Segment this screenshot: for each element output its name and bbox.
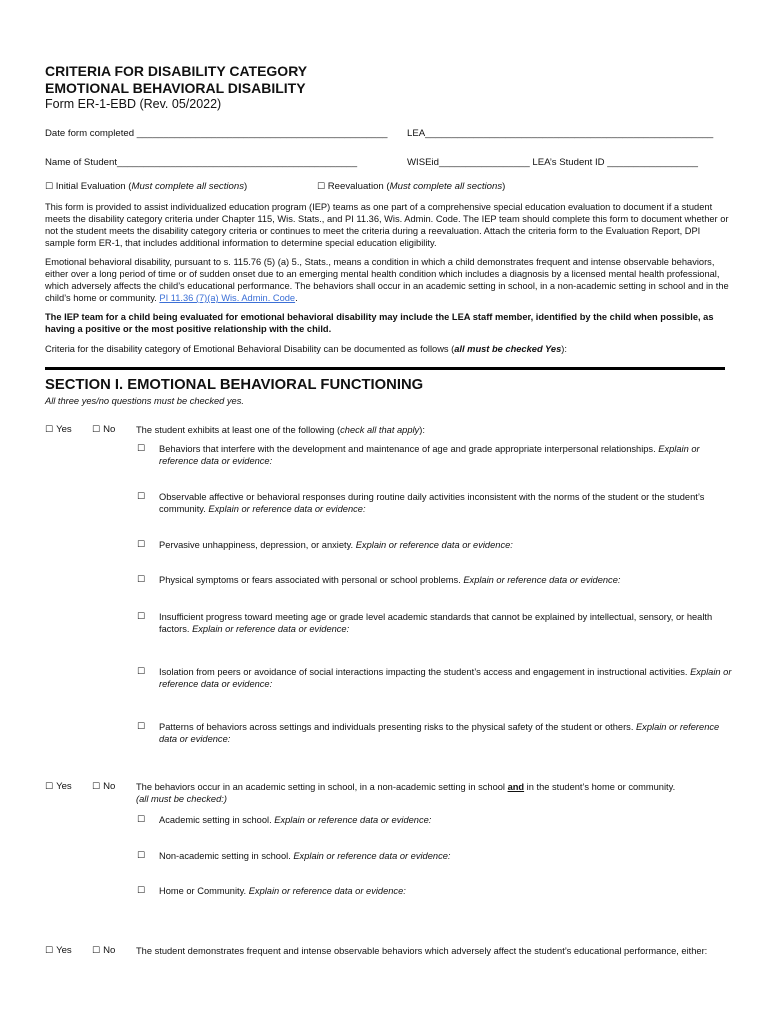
reevaluation-label: Reevaluation ( [327,181,390,192]
reevaluation-note: Must complete all sections [389,181,503,192]
criteria-instruction [45,343,730,355]
date-completed-field[interactable] [45,128,388,140]
q1-criterion-1-text [159,443,737,467]
q1-criterion-2-main: Observable affective or behavioral responses during routine daily activities inconsistent with the norms of the student or the student’s community. [159,492,705,514]
q2-yes-checkbox[interactable]: ☐ [45,782,54,792]
q1-criterion-4-main: Physical symptoms or fears associated with personal or school problems. [159,575,464,585]
q1-criterion-3 [137,539,737,551]
q1-criterion-6-main: Isolation from peers or avoidance of social interactions impacting the student’s access and engagement in instructional activities. [159,667,691,677]
q1-criterion-3-explain: Explain or reference data or evidence: [355,540,513,550]
iep-team-note: The IEP team for a child being evaluated for emotional behavioral disability may include the LEA staff member, identified by the child when possible, as having a positive or the most positive relationship with the child. [45,312,714,334]
lea-field[interactable] [407,128,713,140]
student-name-line: _____________________________________________ [117,157,358,168]
q1-criterion-1-explain: Explain or reference data or evidence: [159,444,700,466]
lea-student-id-label: LEA’s Student ID [532,157,605,168]
q2-criterion-1-explain: Explain or reference data or evidence: [274,815,432,825]
q2-criterion-1-checkbox[interactable]: ☐ [137,815,146,825]
q1-criterion-3-main: Pervasive unhappiness, depression, or anxiety. [159,540,356,550]
q1-criterion-2-checkbox[interactable]: ☐ [137,492,146,502]
q1-yes-option[interactable] [45,424,72,436]
lea-student-id-line: _________________ [607,157,698,168]
q1-criterion-3-checkbox[interactable]: ☐ [137,540,146,550]
intro-paragraph-2-text: Emotional behavioral disability, pursuant to s. 115.76 (5) (a) 5., Stats., means a condition in which a child demonstrates frequent and intense observable behaviors, either over a long period of time or of sudden onset due to an emerging mental health condition which includes a diagnosis by a licensed mental health professional, which adversely affects the child’s educational performance. The behaviors shall occur in an academic setting in school, in a non-academic setting in school and in the child’s home or community. [45,257,729,303]
section-divider [45,367,725,370]
initial-evaluation-note: Must complete all sections [131,181,244,192]
initial-evaluation-close: ) [244,181,248,192]
q3-no-label: No [103,945,116,956]
q2-criterion-2 [137,850,737,862]
student-name-label: Name of Student [45,157,117,168]
q3-no-checkbox[interactable]: ☐ [92,946,101,956]
q1-criterion-4-explain: Explain or reference data or evidence: [463,575,621,585]
q1-criterion-7-main: Patterns of behaviors across settings and individuals presenting risks to the physical safety of the student or others. [159,722,636,732]
q2-yes-option[interactable] [45,781,72,793]
q2-yes-label: Yes [56,781,72,792]
q2-text-end: in the student’s home or community. [524,782,676,792]
q2-criterion-1 [137,814,737,826]
intro-paragraph-2-end: . [295,293,298,303]
q1-criterion-7-text [159,721,737,745]
lea-label: LEA [407,128,426,139]
intro-paragraph-2 [45,256,730,304]
q2-criterion-3-main: Home or Community. [159,886,249,896]
q2-criterion-1-main: Academic setting in school. [159,815,275,825]
criteria-instruction-end: ): [561,344,567,354]
student-name-field[interactable] [45,157,357,169]
q2-criterion-3-checkbox[interactable]: ☐ [137,886,146,896]
q1-criterion-1-main: Behaviors that interfere with the development and maintenance of age and grade appropriate interpersonal relationships. [159,444,659,454]
criteria-instruction-emphasis: all must be checked Yes [454,344,562,354]
q2-criterion-2-main: Non-academic setting in school. [159,851,294,861]
question-3-row [45,945,735,975]
q2-text-and: and [507,782,525,792]
reevaluation-option[interactable] [317,181,505,193]
q1-text-main: The student exhibits at least one of the following ( [136,425,341,435]
date-completed-label: Date form completed [45,128,135,139]
q1-criterion-7-explain: Explain or reference data or evidence: [159,722,720,744]
reevaluation-checkbox[interactable]: ☐ [317,182,326,192]
q1-criterion-1-checkbox[interactable]: ☐ [137,444,146,454]
q2-criterion-2-checkbox[interactable]: ☐ [137,851,146,861]
q2-text-main: The behaviors occur in an academic setting in school, in a non-academic setting in school [136,782,508,792]
q1-criterion-5-text [159,611,737,635]
section-1-subtitle: All three yes/no questions must be checked yes. [45,396,244,406]
q2-criterion-3-text [159,885,737,897]
q1-text-close: ): [419,425,425,435]
q3-yes-label: Yes [56,945,72,956]
form-id: Form ER-1-EBD (Rev. 05/2022) [45,97,222,111]
q1-criterion-5-main: Insufficient progress toward meeting age or grade level academic standards that cannot be explained by intellectual, sensory, or health factors. [159,612,713,634]
wiseid-line: _________________ [439,157,530,168]
q1-criterion-6-text [159,666,737,690]
q2-criterion-1-text [159,814,737,826]
lea-line: ______________________________________________________ [425,128,714,139]
q1-no-option[interactable] [92,424,115,436]
initial-evaluation-option[interactable] [45,181,247,193]
q3-yes-option[interactable] [45,945,72,957]
q1-criterion-2 [137,491,737,515]
q2-no-label: No [103,781,116,792]
q1-text [136,424,736,436]
q3-no-option[interactable] [92,945,115,957]
q2-no-option[interactable] [92,781,115,793]
wiseid-label: WISEid [407,157,439,168]
q3-yes-checkbox[interactable]: ☐ [45,946,54,956]
q2-text [136,781,736,805]
form-title-line1: CRITERIA FOR DISABILITY CATEGORY [45,63,308,79]
q1-yes-checkbox[interactable]: ☐ [45,425,54,435]
q2-criterion-2-text [159,850,737,862]
q1-criterion-6-checkbox[interactable]: ☐ [137,667,146,677]
q1-criterion-1 [137,443,737,467]
question-1-row [45,424,735,438]
q1-criterion-7-checkbox[interactable]: ☐ [137,722,146,732]
q1-criterion-6-explain: Explain or reference data or evidence: [159,667,732,689]
q1-criterion-4-text [159,574,737,586]
question-2-row [45,781,735,811]
q1-criterion-2-text [159,491,737,515]
q2-criterion-2-explain: Explain or reference data or evidence: [293,851,451,861]
initial-evaluation-label: Initial Evaluation ( [55,181,132,192]
q2-no-checkbox[interactable]: ☐ [92,782,101,792]
section-1-title: SECTION I. EMOTIONAL BEHAVIORAL FUNCTIONING [45,377,424,393]
intro-paragraph-1: This form is provided to assist individualized education program (IEP) teams as one part of a comprehensive special education evaluation to document if a student meets the disability category criteria under Chapter 115, Wis. Stats., and PI 11.36, Wis. Admin. Code. The IEP team should complete this form to document whether or not the student meets the disability category criteria or continues to meet the criteria during a reevaluation. Attach the criteria form to the Evaluation Report, DPI sample form ER-1, that includes additional information to determine special education eligibility. [45,202,729,248]
q1-yes-label: Yes [56,424,72,435]
q1-criterion-6 [137,666,737,690]
date-completed-line: _______________________________________________ [136,128,388,139]
q2-text-note: (all must be checked:) [136,794,227,804]
q1-no-label: No [103,424,116,435]
q1-criterion-4-checkbox[interactable]: ☐ [137,575,146,585]
q2-criterion-3 [137,885,737,897]
q1-text-note: check all that apply [340,425,420,435]
q1-criterion-3-text [159,539,737,551]
q1-criterion-5-checkbox[interactable]: ☐ [137,612,146,622]
pi-11-36-link[interactable]: PI 11.36 (7)(a) Wis. Admin. Code [159,293,296,303]
initial-evaluation-checkbox[interactable]: ☐ [45,182,54,192]
criteria-instruction-text: Criteria for the disability category of Emotional Behavioral Disability can be documented as follows ( [45,344,455,354]
q1-criterion-5-explain: Explain or reference data or evidence: [192,624,350,634]
q2-criterion-3-explain: Explain or reference data or evidence: [248,886,406,896]
q1-criterion-4 [137,574,737,586]
q3-text: The student demonstrates frequent and intense observable behaviors which adversely affect the student’s educational performance, either: [136,946,708,956]
reevaluation-close: ) [502,181,506,192]
form-title-line2: EMOTIONAL BEHAVIORAL DISABILITY [45,80,306,96]
wiseid-field[interactable] [407,157,698,169]
q1-criterion-7 [137,721,737,745]
q1-criterion-2-explain: Explain or reference data or evidence: [208,504,366,514]
q1-criterion-5 [137,611,737,635]
q1-no-checkbox[interactable]: ☐ [92,425,101,435]
